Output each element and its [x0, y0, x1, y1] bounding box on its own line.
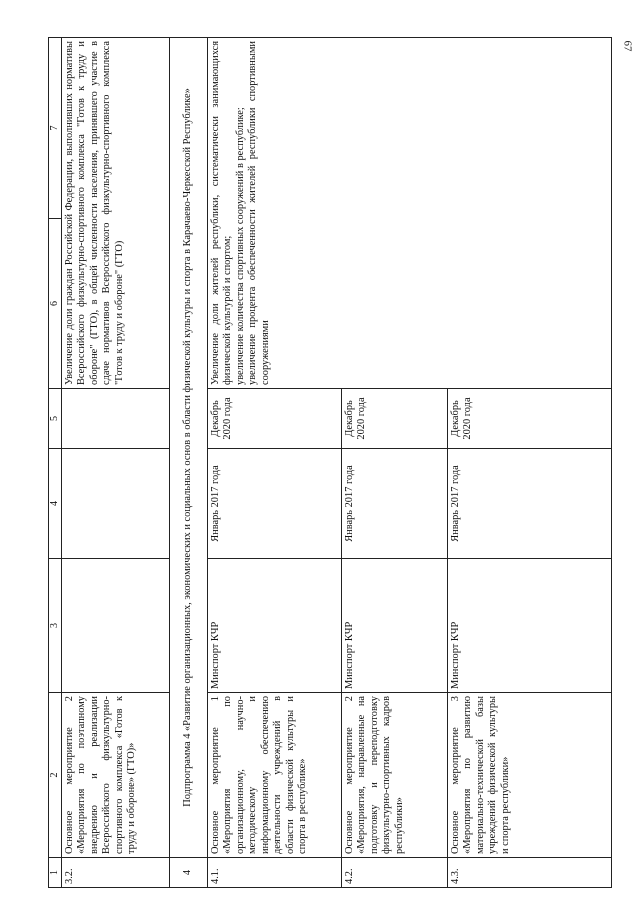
col-header-6: 6	[49, 219, 62, 389]
executor: Минспорт КЧР	[208, 559, 342, 693]
row-number: 3.2.	[62, 858, 170, 888]
start-date: Январь 2017 года	[448, 449, 612, 559]
start-date: Январь 2017 года	[342, 449, 448, 559]
col-header-5: 5	[49, 389, 62, 449]
executor: Минспорт КЧР	[448, 559, 612, 693]
page-number: 67	[621, 40, 634, 52]
activity-name: Основное мероприятие 2 «Мероприятия, направленные на подготовку и переподготовку физкультурно-спортивных кадров республики»	[342, 693, 448, 858]
col-header-7: 7	[49, 38, 62, 219]
end-date	[62, 389, 170, 449]
activity-name: Основное мероприятие 3 «Мероприятия по развитию материально-технической базы учреждений физической культуры и спорта республики»	[448, 693, 612, 858]
col-header-1: 1	[49, 858, 62, 888]
row-number: 4.2.	[342, 858, 448, 888]
row-number: 4	[170, 858, 208, 888]
row-number: 4.1.	[208, 858, 342, 888]
subprogram-row	[170, 38, 208, 888]
col-header-2: 2	[49, 693, 62, 858]
activity-name: Основное мероприятие 1 «Мероприятия по организационному, научно-методическому и информационному обеспечению деятельности учреждений в области физической культуры и спорта в республике»	[208, 693, 342, 858]
executor	[62, 559, 170, 693]
col-header-4: 4	[49, 449, 62, 559]
start-date	[62, 449, 170, 559]
activity-name: Основное мероприятие 2 «Мероприятия по поэтапному внедрению и реализации Всероссийского физкультурно-спортивного комплекса «Готов к труду и обороне» (ГТО)»	[62, 693, 170, 858]
target-indicator: Увеличение доли жителей республики, систематически занимающихся физической культурой и спортом; увеличение количества спортивных сооружений в республике; увеличение процента обеспеченности жителей республики спортивными сооружениями	[208, 38, 612, 389]
row-number: 4.3.	[448, 858, 612, 888]
table-row	[62, 38, 170, 888]
rotated-page	[48, 38, 612, 888]
target-indicator: Увеличение доли граждан Российской Федерации, выполнивших нормативы Всероссийского физкультурно-спортивного комплекса "Готов к труду и обороне" (ГТО), в общей численности населения, принявшего участие в сдаче нормативов Всероссийского физкультурно-спортивного комплекса "Готов к труду и обороне" (ГТО)	[62, 38, 170, 389]
end-date: Декабрь 2020 года	[448, 389, 612, 449]
start-date: Январь 2017 года	[208, 449, 342, 559]
header-row	[49, 38, 62, 888]
end-date: Декабрь 2020 года	[208, 389, 342, 449]
end-date: Декабрь 2020 года	[342, 389, 448, 449]
executor: Минспорт КЧР	[342, 559, 448, 693]
table-row	[208, 38, 342, 888]
col-header-3: 3	[49, 559, 62, 693]
activities-table	[48, 37, 612, 888]
subprogram-title: Подпрограмма 4 «Развитие организационных, экономических и социальных основ в области физической культуры и спорта в Карачаево-Черкесской Республике»	[170, 38, 208, 858]
